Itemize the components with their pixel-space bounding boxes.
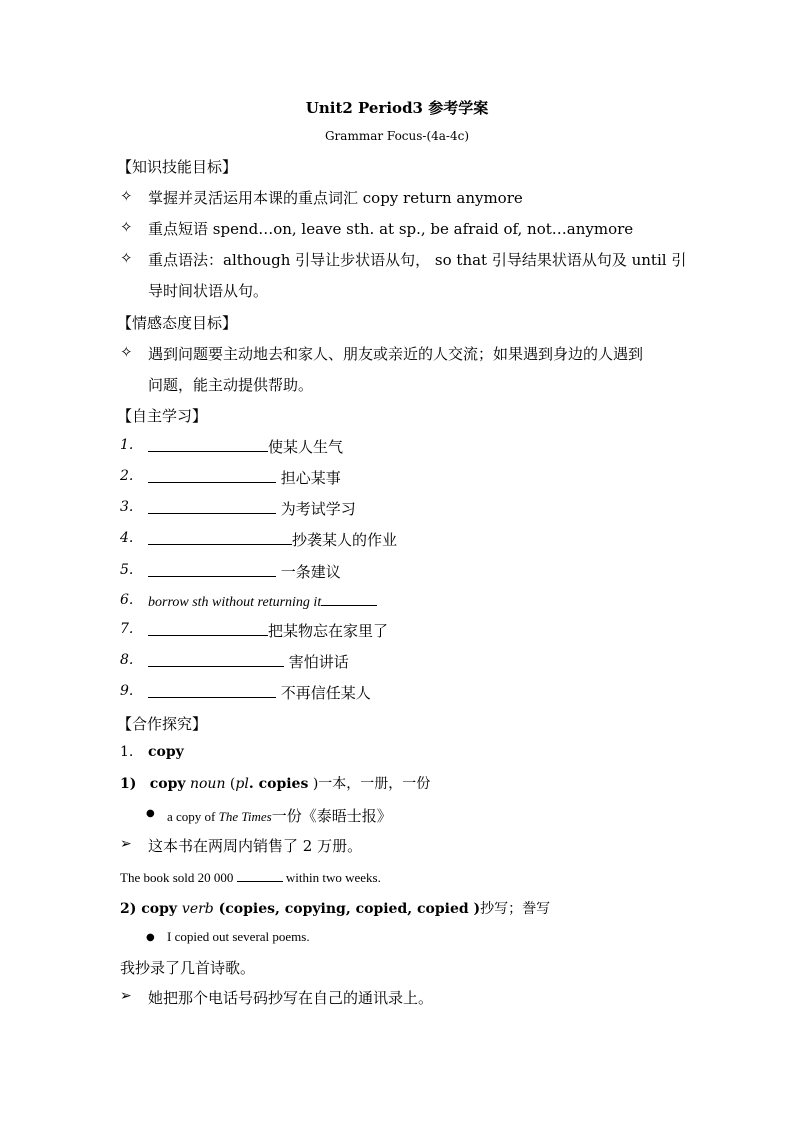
- emotion-item-line1: 遇到问题要主动地去和家人、朋友或亲近的人交流；如果遇到身边的人遇到: [148, 345, 644, 363]
- verb-pos: verb: [181, 901, 214, 917]
- noun-pl: pl: [235, 776, 249, 792]
- exercise-text: 不再信任某人: [276, 684, 371, 702]
- noun-meaning: )一本，一册，一份: [312, 776, 431, 792]
- diamond-bullet-icon: ✧: [120, 218, 133, 236]
- verb-example: I copied out several poems.: [167, 929, 310, 944]
- exercise-number: 6.: [120, 592, 134, 608]
- exercise-number: 9.: [120, 683, 134, 699]
- copy-heading-word: copy: [148, 744, 184, 760]
- answer-blank[interactable]: [148, 437, 268, 452]
- section-heading-emotion: 【情感态度目标】: [117, 314, 238, 332]
- exercise-text: 把某物忘在家里了: [268, 622, 389, 640]
- page-subtitle: Grammar Focus-(4a-4c): [324, 129, 470, 143]
- exercise-number: 4.: [120, 530, 134, 546]
- exercise-text: 担心某事: [276, 469, 341, 487]
- exercise-item: [148, 498, 356, 519]
- verb-forms: (copies, copying, copied, copied ): [213, 901, 481, 917]
- exercise-text: 使某人生气: [268, 438, 344, 456]
- knowledge-item-vocabulary: 掌握并灵活运用本课的重点词汇 copy return anymore: [148, 189, 523, 207]
- arrow-bullet-icon: ➢: [120, 836, 132, 852]
- exercise-text: 害怕讲话: [284, 653, 349, 671]
- answer-blank[interactable]: [321, 591, 377, 606]
- copy-heading-number: 1.: [120, 744, 134, 760]
- verb-translate-prompt: 她把那个电话号码抄写在自己的通讯录上。: [148, 989, 434, 1007]
- answer-blank[interactable]: [148, 683, 276, 698]
- section-heading-knowledge: 【知识技能目标】: [117, 158, 238, 176]
- noun-fill-sentence: [120, 867, 381, 886]
- knowledge-item-grammar-line2: 导时间状语从句。: [148, 282, 269, 300]
- noun-example: [167, 805, 392, 826]
- answer-blank[interactable]: [237, 867, 283, 882]
- answer-blank[interactable]: [148, 468, 276, 483]
- copy-noun-definition: [120, 773, 430, 793]
- answer-blank[interactable]: [148, 621, 268, 636]
- noun-example-cn: 一份《泰晤士报》: [271, 807, 392, 825]
- exercise-item: [148, 529, 397, 550]
- noun-pl-word: . copies: [248, 776, 309, 792]
- exercise-text: borrow sth without returning it: [148, 595, 322, 610]
- exercise-text: 一条建议: [276, 563, 341, 581]
- exercise-number: 8.: [120, 652, 134, 668]
- exercise-number: 1.: [120, 437, 134, 453]
- diamond-bullet-icon: ✧: [120, 343, 133, 361]
- exercise-number: 2.: [120, 468, 134, 484]
- exercise-item: [148, 682, 371, 703]
- exercise-number: 5.: [120, 562, 134, 578]
- exercise-text: 为考试学习: [276, 500, 356, 518]
- noun-sentence-b: within two weeks.: [282, 870, 381, 885]
- noun-pos: noun: [189, 776, 226, 792]
- verb-example-translation: 我抄录了几首诗歌。: [120, 959, 256, 977]
- round-bullet-icon: ●: [146, 932, 155, 943]
- verb-meaning: 抄写；誊写: [480, 901, 551, 917]
- answer-blank[interactable]: [148, 652, 284, 667]
- exercise-item: [148, 591, 377, 611]
- exercise-item: [148, 436, 343, 457]
- exercise-item: [148, 561, 341, 582]
- noun-sentence-a: The book sold 20 000: [120, 870, 237, 885]
- emotion-item-line2: 问题，能主动提供帮助。: [148, 376, 314, 394]
- exercise-item: [148, 651, 349, 672]
- verb-number: 2) copy: [120, 901, 182, 917]
- arrow-bullet-icon: ➢: [120, 988, 132, 1004]
- diamond-bullet-icon: ✧: [120, 187, 133, 205]
- exercise-text: 抄袭某人的作业: [292, 531, 398, 549]
- noun-word: copy: [149, 776, 186, 792]
- noun-translate-prompt: 这本书在两周内销售了 2 万册。: [148, 837, 363, 855]
- noun-example-times: The Times: [218, 809, 272, 824]
- knowledge-item-grammar-line1: 重点语法：although 引导让步状语从句， so that 引导结果状语从句及 until 引: [148, 251, 687, 269]
- diamond-bullet-icon: ✧: [120, 249, 133, 267]
- page-title: Unit2 Period3 参考学案: [305, 99, 489, 117]
- answer-blank[interactable]: [148, 562, 276, 577]
- exercise-number: 3.: [120, 499, 134, 515]
- round-bullet-icon: ●: [146, 808, 155, 819]
- answer-blank[interactable]: [148, 499, 276, 514]
- copy-verb-definition: [120, 898, 550, 918]
- noun-pl-open: (: [225, 776, 236, 792]
- answer-blank[interactable]: [148, 530, 292, 545]
- section-heading-cooperation: 【合作探究】: [117, 715, 208, 733]
- section-heading-self-study: 【自主学习】: [117, 407, 208, 425]
- noun-number: 1): [120, 776, 137, 792]
- exercise-number: 7.: [120, 621, 134, 637]
- knowledge-item-phrases: 重点短语 spend…on, leave sth. at sp., be afraid of, not…anymore: [148, 220, 634, 238]
- exercise-item: [148, 467, 341, 488]
- exercise-item: [148, 620, 388, 641]
- noun-example-a: a copy of: [167, 809, 219, 824]
